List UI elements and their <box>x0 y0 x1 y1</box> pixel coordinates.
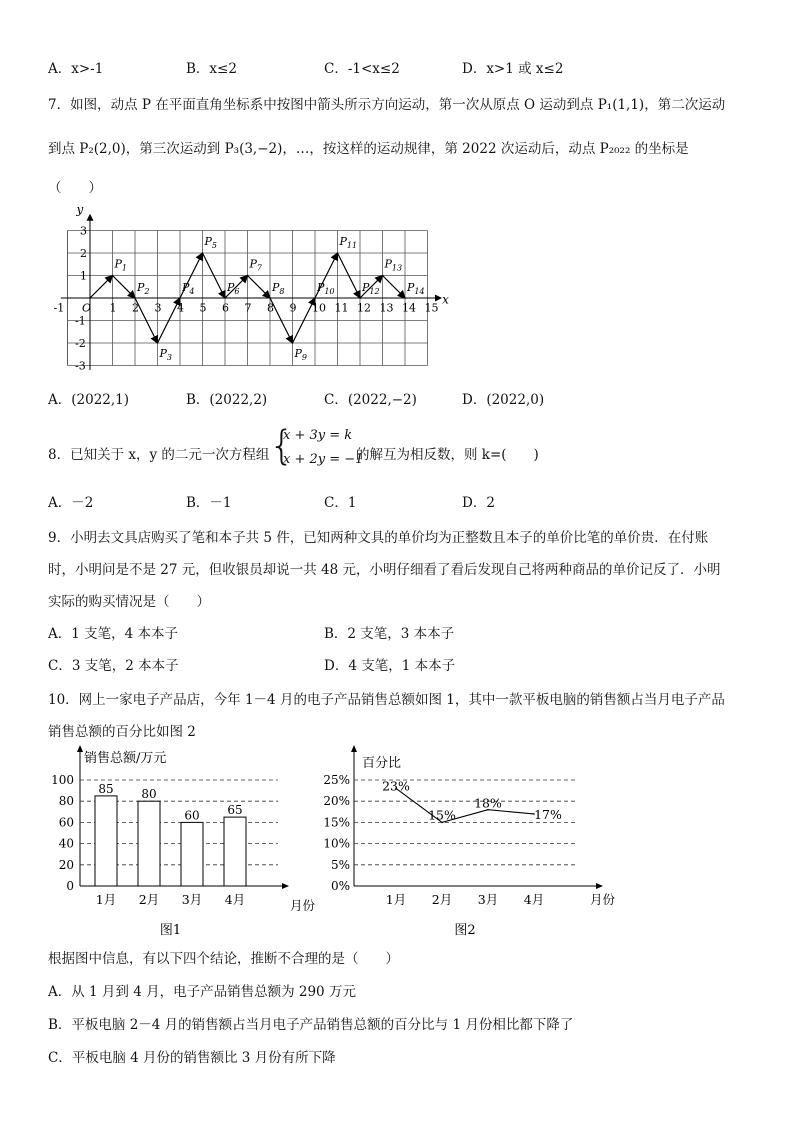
bar <box>95 796 117 886</box>
x-tick-label: 5 <box>199 301 207 315</box>
pct-category-label: 2月 <box>431 892 453 907</box>
x-tick-label: 4 <box>177 301 184 315</box>
motion-segment <box>248 276 271 299</box>
q6-option-d[interactable]: D．x>1 或 x≤2 <box>462 61 564 77</box>
pct-category-label: 4月 <box>523 892 545 907</box>
q9-option-d[interactable]: D．4 支笔，1 本本子 <box>324 658 456 674</box>
bar-data-label: 60 <box>184 808 200 823</box>
q7-stem-line2: 到点 P₂(2,0)，第三次运动到 P₃(3,−2)，…，按这样的运动规律，第 2022 次运动后，动点 P₂₀₂₂ 的坐标是 <box>48 141 689 157</box>
q9-option-a[interactable]: A．1 支笔，4 本本子 <box>48 626 179 642</box>
point-label-subscript: 4 <box>189 287 195 296</box>
bar-y-tick-label: 80 <box>58 794 74 809</box>
q9-option-b[interactable]: B．2 支笔，3 本本子 <box>324 626 455 642</box>
motion-segment <box>113 276 136 299</box>
x-tick-label: 15 <box>424 301 439 315</box>
q10-stem-line2: 销售总额的百分比如图 2 <box>48 724 196 740</box>
coordinate-grid-figure <box>48 198 458 370</box>
point-label: $P_3$ <box>159 347 172 362</box>
q7-option-a[interactable]: A．(2022,1) <box>48 392 130 408</box>
bar-y-tick-label: 20 <box>58 857 74 872</box>
x-tick-label: 1 <box>109 301 117 315</box>
q10-option-b[interactable]: B．平板电脑 2－4 月的销售额占当月电子产品销售总额的百分比与 1 月份相比都下降了 <box>48 1017 574 1033</box>
pct-data-label: 15% <box>428 807 456 823</box>
bar-data-label: 65 <box>227 803 243 818</box>
q7-option-d[interactable]: D．(2022,0) <box>462 392 545 408</box>
bar-y-tick-label: 60 <box>58 815 74 830</box>
bar-category-label: 2月 <box>138 892 160 907</box>
point-label-subscript: 6 <box>234 287 240 296</box>
q9-option-c[interactable]: C．3 支笔，2 本本子 <box>48 658 179 674</box>
bar <box>224 817 246 886</box>
pct-y-tick-label: 15% <box>323 815 350 830</box>
q6-option-c[interactable]: C．-1<x≤2 <box>324 61 400 77</box>
point-label: $P_5$ <box>204 235 217 250</box>
pct-chart-title: 百分比 <box>362 756 402 771</box>
point-label-subscript: 5 <box>211 241 217 250</box>
bar-chart-caption: 图1 <box>159 923 182 938</box>
bar-category-label: 1月 <box>95 892 117 907</box>
q8-equation-1: x + 3y = k <box>283 428 353 443</box>
point-label-subscript: 9 <box>301 353 307 362</box>
point-label: $P_8$ <box>272 281 285 296</box>
x-tick-label: 6 <box>222 301 229 315</box>
point-label-subscript: 1 <box>121 263 127 273</box>
point-label-subscript: 14 <box>414 287 425 296</box>
motion-segment <box>383 276 406 299</box>
q8-stem-prefix: 8．已知关于 x，y 的二元一次方程组 <box>48 447 270 463</box>
point-label-subscript: 11 <box>346 241 358 250</box>
x-tick-label: 8 <box>267 301 274 315</box>
bar-category-label: 3月 <box>181 892 203 907</box>
point-label-subscript: 10 <box>324 287 335 296</box>
percentage-line-chart <box>320 742 620 940</box>
pct-data-label: 17% <box>534 806 562 822</box>
point-label: $P_4$ <box>182 281 195 296</box>
point-label: $P_{14}$ <box>407 281 425 296</box>
bar-y-tick-label: 0 <box>66 879 74 893</box>
y-tick-label: 1 <box>80 269 87 283</box>
brace-icon: { <box>269 423 295 469</box>
q10-option-c[interactable]: C．平板电脑 4 月份的销售额比 3 月份有所下降 <box>48 1050 336 1066</box>
point-label: $P_7$ <box>249 257 262 273</box>
pct-y-tick-label: 0% <box>330 879 350 893</box>
x-tick-label: 12 <box>357 301 371 315</box>
y-tick-label: 3 <box>80 224 87 238</box>
q7-stem-line1: 7．如图，动点 P 在平面直角坐标系中按图中箭头所示方向运动，第一次从原点 O 运动到点 P₁(1,1)，第二次运动 <box>48 97 726 113</box>
pct-category-label: 3月 <box>477 892 499 907</box>
point-label: $P_6$ <box>227 281 240 296</box>
q10-option-a[interactable]: A．从 1 月到 4 月，电子产品销售总额为 290 万元 <box>48 984 356 1000</box>
point-label: $P_2$ <box>137 281 150 296</box>
pct-y-tick-label: 20% <box>323 794 350 809</box>
point-label: $P_9$ <box>294 347 307 362</box>
pct-category-label: 1月 <box>385 892 407 907</box>
sales-bar-chart <box>48 742 328 940</box>
point-label-subscript: 2 <box>144 287 150 296</box>
q10-question: 根据图中信息，有以下四个结论，推断不合理的是（ ） <box>48 951 399 967</box>
q9-stem-line1: 9．小明去文具店购买了笔和本子共 5 件，已知两种文具的单价均为正整数且本子的单价比笔的单价贵．在付账 <box>48 530 709 546</box>
x-tick-label: 3 <box>154 301 162 315</box>
point-label-subscript: 13 <box>391 263 403 273</box>
y-tick-label: -1 <box>75 314 86 328</box>
bar <box>181 822 203 886</box>
y-tick-label: -2 <box>75 337 86 350</box>
q8-option-b[interactable]: B．－1 <box>186 495 232 511</box>
x-tick-label: 10 <box>312 301 326 315</box>
point-label-subscript: 12 <box>369 287 380 296</box>
y-tick-label: 2 <box>80 247 87 260</box>
point-label-subscript: 3 <box>166 353 172 362</box>
x-tick-label: 11 <box>334 301 349 315</box>
x-tick-label: 7 <box>244 301 252 315</box>
q9-stem-line3: 实际的购买情况是（ ） <box>48 594 210 610</box>
point-label-subscript: 7 <box>256 263 262 273</box>
pct-data-label: 23% <box>382 778 410 794</box>
q6-option-a[interactable]: A．x>-1 <box>48 61 104 77</box>
pct-series-line <box>396 788 534 822</box>
pct-y-tick-label: 10% <box>323 836 350 851</box>
bar-x-axis-label: 月份 <box>290 898 316 913</box>
x-tick-label: 14 <box>402 301 416 315</box>
bar-category-label: 4月 <box>224 892 246 907</box>
point-label: $P_1$ <box>114 257 127 273</box>
pct-data-label: 18% <box>474 795 502 811</box>
pct-y-tick-label: 25% <box>323 773 350 787</box>
bar-data-label: 80 <box>141 787 157 802</box>
x-tick-label: -1 <box>53 301 65 315</box>
y-tick-label: -3 <box>75 359 86 370</box>
q8-equation-2: x + 2y = −1 <box>283 452 364 467</box>
x-tick-label: 2 <box>132 301 139 315</box>
point-label-subscript: 8 <box>279 287 285 296</box>
q7-option-c[interactable]: C．(2022,−2) <box>324 392 417 408</box>
q9-stem-line2: 时，小明问是不是 27 元，但收银员却说一共 48 元，小明仔细看了看后发现自己将两种商品的单价记反了．小明 <box>48 562 721 578</box>
q8-stem-suffix: 的解互为相反数，则 k=( ) <box>356 447 539 463</box>
q8-option-c[interactable]: C．1 <box>324 495 357 511</box>
point-label: $P_{12}$ <box>362 281 380 296</box>
motion-segment <box>90 276 113 299</box>
q8-option-d[interactable]: D．2 <box>462 495 495 511</box>
bar-data-label: 85 <box>98 781 114 796</box>
x-tick-label: 13 <box>379 301 394 315</box>
point-label: $P_{13}$ <box>384 257 403 273</box>
pct-x-axis-label: 月份 <box>590 892 616 907</box>
bar-y-tick-label: 40 <box>58 836 74 851</box>
q7-option-b[interactable]: B．(2022,2) <box>186 392 268 408</box>
point-label: $P_{10}$ <box>317 281 335 296</box>
q6-option-b[interactable]: B．x≤2 <box>186 61 237 77</box>
bar <box>138 801 160 886</box>
x-tick-label: 9 <box>289 301 297 315</box>
point-label: $P_{11}$ <box>339 235 358 250</box>
q7-answer-paren: （ ） <box>48 180 102 196</box>
x-tick-label: O <box>82 301 92 315</box>
x-axis-label: x <box>442 292 449 307</box>
bar-chart-title: 销售总额/万元 <box>84 751 167 766</box>
pct-y-tick-label: 5% <box>330 857 350 872</box>
bar-y-tick-label: 100 <box>51 773 74 787</box>
q8-option-a[interactable]: A．－2 <box>48 495 94 511</box>
y-axis-label: y <box>76 202 84 217</box>
q10-stem-line1: 10．网上一家电子产品店，今年 1－4 月的电子产品销售总额如图 1，其中一款平板电脑的销售额占当月电子产品 <box>48 692 725 708</box>
pct-chart-caption: 图2 <box>454 923 476 938</box>
